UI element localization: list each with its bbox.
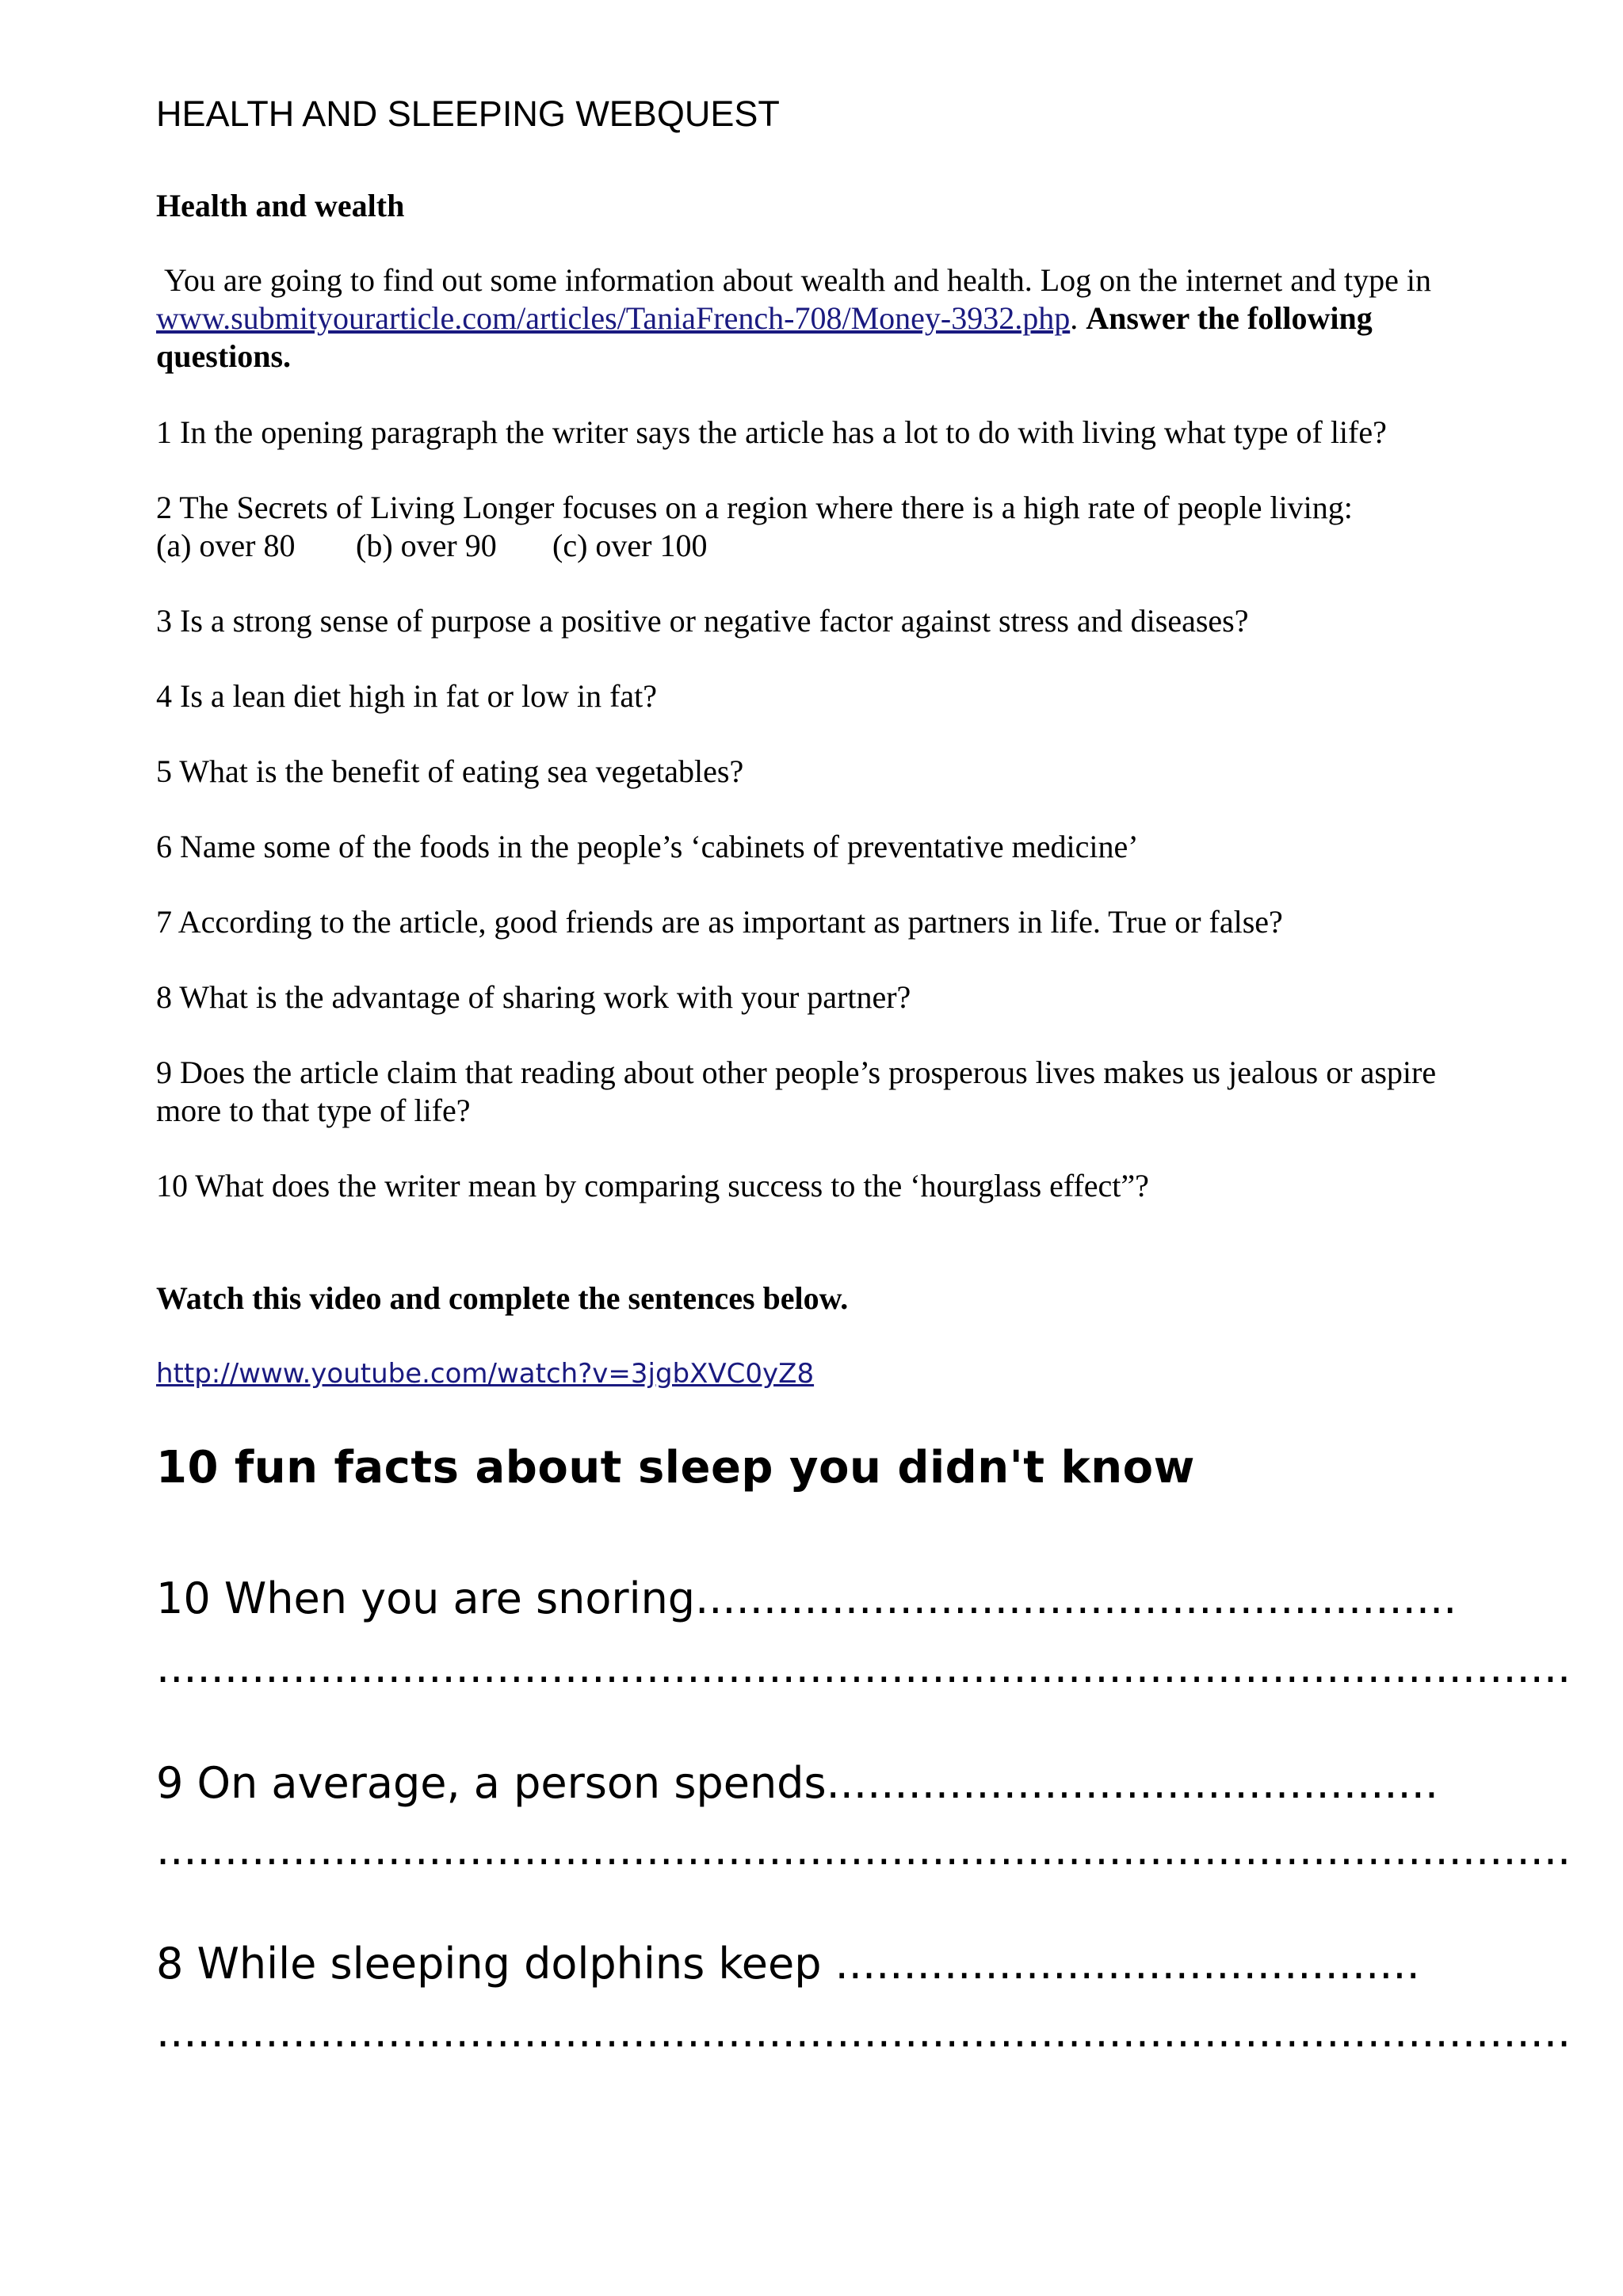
choice-c: (c) over 100 [552, 528, 708, 563]
fill-in-item-10: 10 When you are snoring........................................................ [156, 1573, 1457, 1623]
choice-a: (a) over 80 [156, 528, 296, 563]
section-heading-health-wealth: Health and wealth [156, 188, 405, 223]
choice-b: (b) over 90 [356, 528, 497, 563]
question-9: 9 Does the article claim that reading about other people’s prosperous lives makes us jealous or aspire more to that type of life? [156, 1055, 1437, 1128]
article-link[interactable]: www.submityourarticle.com/articles/TaniaFrench-708/Money-3932.php [156, 300, 1071, 336]
question-5: 5 What is the benefit of eating sea vegetables? [156, 753, 744, 789]
fill-in-item-9-line: ........................................................................................................ [156, 1825, 1571, 1875]
intro-text: You are going to find out some information about wealth and health. Log on the internet and type in [164, 262, 1431, 298]
intro-instruction: Answer the following questions. [156, 300, 1373, 374]
sleep-facts-title: 10 fun facts about sleep you didn't know [156, 1442, 1195, 1493]
fill-in-item-10-line: ........................................................................................................ [156, 1642, 1571, 1692]
question-2-choices [156, 527, 1472, 565]
question-2-text: 2 The Secrets of Living Longer focuses on a region where there is a high rate of people living: [156, 490, 1353, 525]
fill-in-item-9: 9 On average, a person spends............................................. [156, 1758, 1439, 1808]
section-heading-video: Watch this video and complete the sentences below. [156, 1280, 849, 1316]
question-4: 4 Is a lean diet high in fat or low in fat? [156, 678, 658, 714]
question-10: 10 What does the writer mean by comparing success to the ‘hourglass effect”? [156, 1168, 1149, 1203]
question-2 [156, 489, 1472, 565]
video-link[interactable]: http://www.youtube.com/watch?v=3jgbXVC0yZ8 [156, 1358, 815, 1390]
question-1: 1 In the opening paragraph the writer says the article has a lot to do with living what type of life? [156, 414, 1387, 450]
question-6: 6 Name some of the foods in the people’s ‘cabinets of preventative medicine’ [156, 829, 1139, 864]
question-8: 8 What is the advantage of sharing work with your partner? [156, 979, 911, 1015]
intro-text-after-link: . [1070, 300, 1086, 336]
fill-in-item-8-line: ........................................................................................................ [156, 2007, 1571, 2057]
intro-paragraph [156, 261, 1472, 376]
fill-in-item-8: 8 While sleeping dolphins keep ........................................... [156, 1939, 1420, 1989]
question-3: 3 Is a strong sense of purpose a positive or negative factor against stress and diseases? [156, 603, 1249, 639]
page-title: HEALTH AND SLEEPING WEBQUEST [156, 93, 780, 134]
question-7: 7 According to the article, good friends are as important as partners in life. True or false? [156, 904, 1283, 940]
